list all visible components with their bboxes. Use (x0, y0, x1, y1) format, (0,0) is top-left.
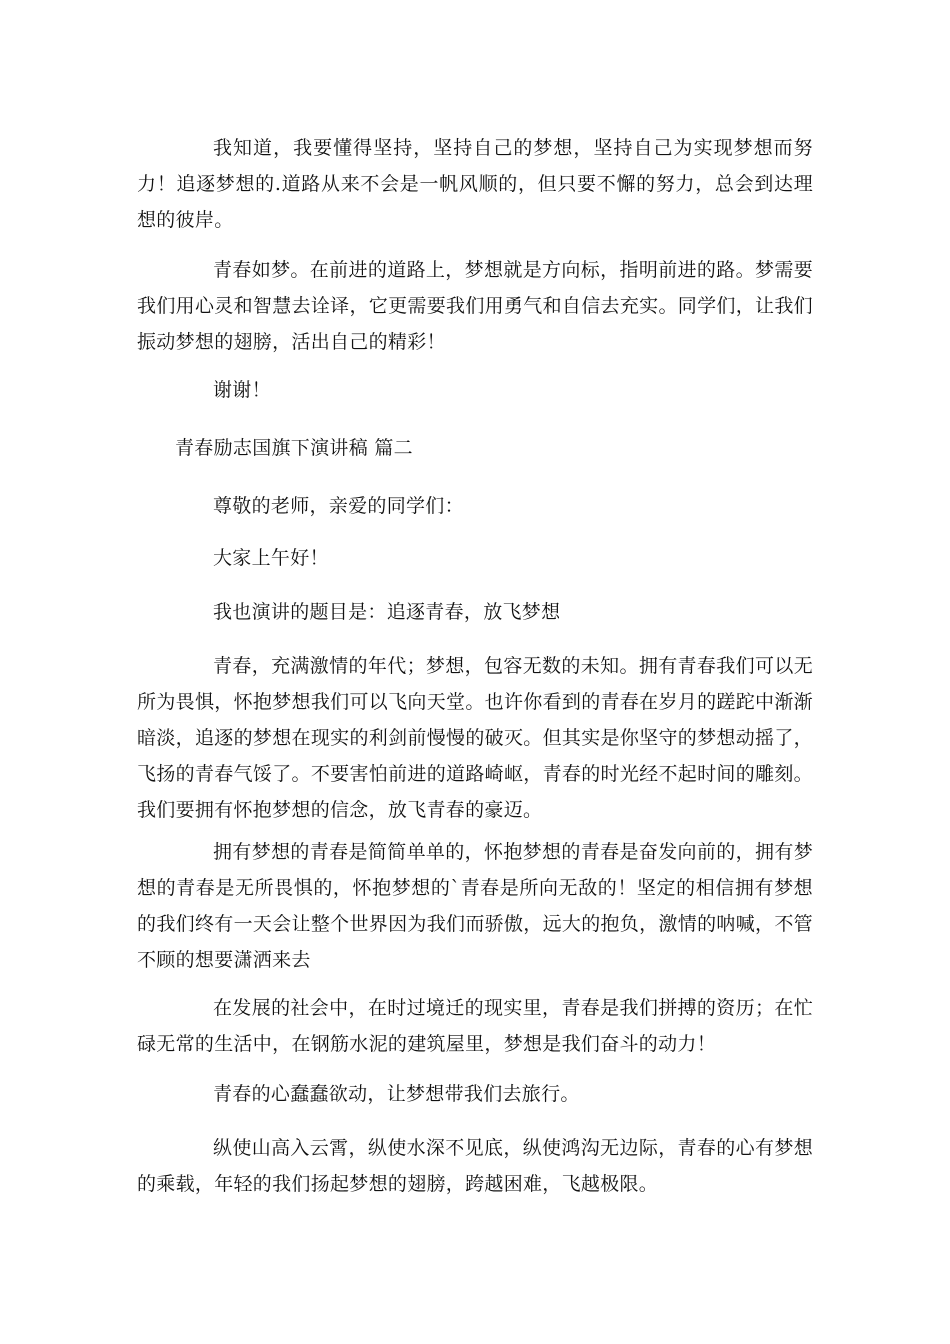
paragraph-topic: 我也演讲的题目是：追逐青春，放飞梦想 (213, 601, 561, 623)
paragraph-greeting: 大家上午好！ (213, 547, 329, 569)
paragraph-persistence: 我知道，我要懂得坚持，坚持自己的梦想，坚持自己为实现梦想而努力！追逐梦想的.道路从来不会是一帆风顺的，但只要不懈的努力，总会到达理想的彼岸。 (137, 137, 813, 231)
paragraph-youth-passion: 青春，充满激情的年代；梦想，包容无数的未知。拥有青春我们可以无所为畏惧，怀抱梦想我们可以飞向天堂。也许你看到的青春在岁月的蹉跎中渐渐暗淡，追逐的梦想在现实的利剑前慢慢的破灭。但其实是你坚守的梦想动摇了，飞扬的青春气馁了。不要害怕前进的道路崎岖，青春的时光经不起时间的雕刻。我们要拥有怀抱梦想的信念，放飞青春的豪迈。 (137, 655, 813, 821)
paragraph-salutation: 尊敬的老师，亲爱的同学们： (213, 495, 464, 517)
section-heading: 青春励志国旗下演讲稿 篇二 (175, 437, 413, 459)
paragraph-youth-dream: 青春如梦。在前进的道路上，梦想就是方向标，指明前进的路。梦需要我们用心灵和智慧去诠译，它更需要我们用勇气和自信去充实。同学们，让我们振动梦想的翅膀，活出自己的精彩！ (137, 259, 813, 353)
paragraph-dream-youth: 拥有梦想的青春是简简单单的，怀抱梦想的青春是奋发向前的，拥有梦想的青春是无所畏惧的，怀抱梦想的`青春是所向无敌的！坚定的相信拥有梦想的我们终有一天会让整个世界因为我们而骄傲，远大的抱负，激情的呐喊，不管不顾的想要潇洒来去 (137, 841, 813, 971)
paragraph-travel: 青春的心蠢蠢欲动，让梦想带我们去旅行。 (213, 1083, 580, 1105)
paragraph-mountains: 纵使山高入云霄，纵使水深不见底，纵使鸿沟无边际，青春的心有梦想的乘载，年轻的我们扬起梦想的翅膀，跨越困难，飞越极限。 (137, 1137, 813, 1195)
paragraph-thanks: 谢谢！ (213, 379, 271, 401)
paragraph-society: 在发展的社会中，在时过境迁的现实里，青春是我们拼搏的资历；在忙碌无常的生活中，在钢筋水泥的建筑屋里，梦想是我们奋斗的动力！ (137, 997, 813, 1055)
